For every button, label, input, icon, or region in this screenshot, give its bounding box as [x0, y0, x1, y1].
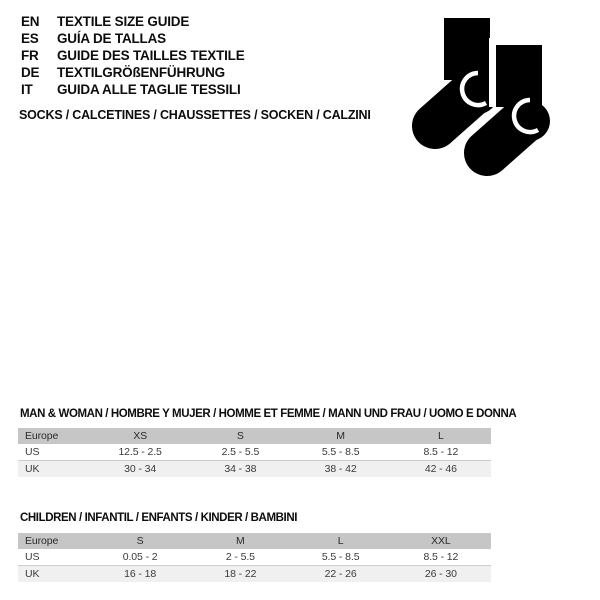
- column-header-size: M: [236, 535, 245, 547]
- size-value: 18 - 22: [224, 568, 257, 580]
- table-title-man-woman: MAN & WOMAN / HOMBRE Y MUJER / HOMME ET FEMME / MANN UND FRAU / UOMO E DONNA: [20, 408, 517, 420]
- size-table-man-woman: [18, 428, 491, 477]
- size-value: 8.5 - 12: [391, 444, 491, 461]
- size-value: 12.5 - 2.5: [90, 444, 190, 461]
- size-table-children: [18, 533, 491, 582]
- column-header-size: S: [236, 430, 244, 442]
- language-code: DE: [21, 65, 40, 80]
- size-value: 22 - 26: [324, 568, 357, 580]
- category-heading: SOCKS / CALCETINES / CHAUSSETTES / SOCKEN / CALZINI: [19, 108, 371, 122]
- size-value: 2.5 - 5.5: [190, 444, 290, 461]
- language-title: TEXTILGRÖßENFÜHRUNG: [57, 65, 225, 80]
- language-row-de: [21, 64, 245, 81]
- column-header-region: Europe: [25, 430, 59, 442]
- size-value: 2 - 5.5: [190, 549, 290, 566]
- region-label: US: [18, 444, 90, 461]
- size-value: 34 - 38: [224, 463, 257, 475]
- table-header-row: [18, 533, 491, 549]
- size-value: 30 - 34: [124, 463, 157, 475]
- table-row-uk: [18, 566, 491, 583]
- table-row-us: [18, 549, 491, 566]
- language-list: [21, 13, 245, 98]
- region-label: UK: [25, 463, 40, 475]
- language-code: FR: [21, 48, 39, 63]
- language-row-en: [21, 13, 245, 30]
- sock-left-shape: [435, 18, 498, 126]
- language-title: GUIDE DES TAILLES TEXTILE: [57, 48, 245, 63]
- size-value: 26 - 30: [424, 568, 457, 580]
- size-value: 16 - 18: [124, 568, 157, 580]
- table-row-us: [18, 444, 491, 461]
- size-value: 38 - 42: [324, 463, 357, 475]
- size-value: 0.05 - 2: [90, 549, 190, 566]
- socks-icon: [400, 10, 570, 190]
- column-header-size: L: [337, 535, 344, 547]
- table-row-uk: [18, 461, 491, 478]
- language-row-fr: [21, 47, 245, 64]
- size-value: 42 - 46: [424, 463, 457, 475]
- region-label: UK: [25, 568, 40, 580]
- column-header-size: XS: [133, 430, 148, 442]
- language-title: GUIDA ALLE TAGLIE TESSILI: [57, 82, 241, 97]
- language-row-es: [21, 30, 245, 47]
- language-row-it: [21, 81, 245, 98]
- language-title: TEXTILE SIZE GUIDE: [57, 14, 190, 29]
- column-header-size: M: [336, 430, 345, 442]
- size-value: 5.5 - 8.5: [291, 444, 391, 461]
- column-header-size: L: [438, 430, 444, 442]
- table-title-children: CHILDREN / INFANTIL / ENFANTS / KINDER / BAMBINI: [20, 512, 298, 524]
- language-code: IT: [21, 82, 33, 97]
- region-label: US: [18, 549, 90, 566]
- column-header-size: S: [136, 535, 144, 547]
- language-code: EN: [21, 14, 40, 29]
- language-title: GUÍA DE TALLAS: [57, 31, 166, 46]
- sock-right-shape: [487, 45, 550, 153]
- size-value: 5.5 - 8.5: [291, 549, 391, 566]
- language-code: ES: [21, 31, 39, 46]
- column-header-region: Europe: [25, 535, 59, 547]
- size-value: 8.5 - 12: [391, 549, 491, 566]
- table-header-row: [18, 428, 491, 444]
- column-header-size: XXL: [431, 535, 451, 547]
